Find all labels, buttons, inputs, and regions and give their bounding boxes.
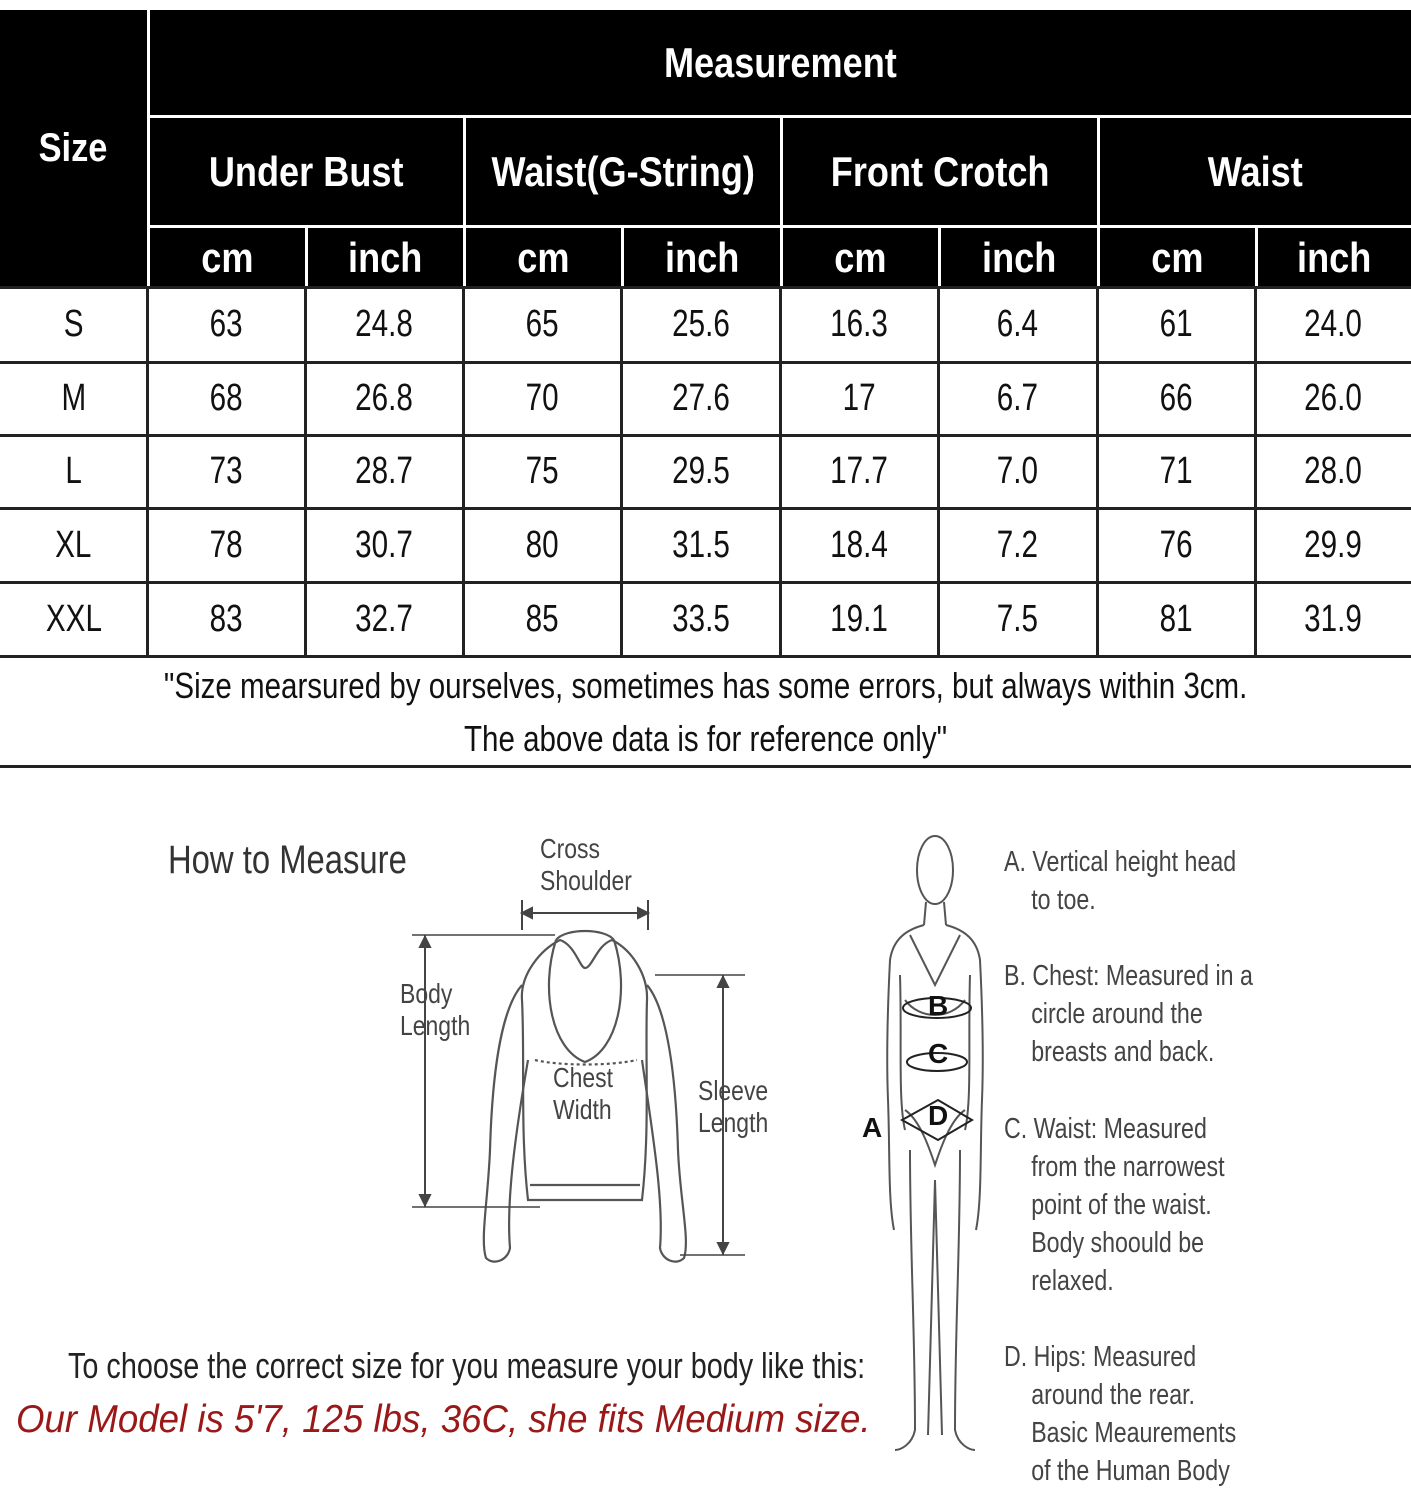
value-cell: 6.4 xyxy=(996,303,1039,345)
value-cell: 32.7 xyxy=(355,597,413,640)
body-length-label: Body Length xyxy=(400,978,471,1041)
size-chart-table xyxy=(0,10,1411,770)
row-divider xyxy=(0,581,1411,584)
chest-width-label: Chest Width xyxy=(553,1062,613,1125)
unit-header: cm xyxy=(1100,228,1255,287)
value-cell: 7.0 xyxy=(996,450,1039,492)
size-header: Size xyxy=(0,10,147,287)
value-cell: 27.6 xyxy=(671,377,730,419)
value-cell: 30.7 xyxy=(355,523,413,566)
value-cell: 68 xyxy=(209,377,243,419)
description-b: B. Chest: Measured in a circle around the breasts and back. xyxy=(1004,960,1253,1068)
sleeve-length-label: Sleeve Length xyxy=(698,1075,769,1138)
value-cell: 31.9 xyxy=(1304,597,1362,640)
description-d: D. Hips: Measured around the rear. Basic Meaurements of the Human Body xyxy=(1004,1341,1237,1487)
value-cell: 63 xyxy=(209,303,243,345)
how-to-measure-title: How to Measure xyxy=(168,838,407,882)
value-cell: 7.2 xyxy=(996,523,1039,566)
row-divider xyxy=(0,361,1411,364)
description-c: C. Waist: Measured from the narrowest point of the waist. Body shoould be relaxed. xyxy=(1004,1113,1225,1297)
group-header-3: Waist xyxy=(1100,118,1411,225)
value-cell: 65 xyxy=(525,303,559,345)
unit-header: cm xyxy=(150,228,305,287)
value-cell: 19.1 xyxy=(830,597,888,640)
row-divider xyxy=(0,434,1411,437)
value-cell: 28.0 xyxy=(1304,450,1362,492)
value-cell: 80 xyxy=(525,523,559,566)
column-divider xyxy=(462,287,465,656)
group-header-1: Waist(G-String) xyxy=(466,118,780,225)
unit-header: inch xyxy=(1258,228,1411,287)
value-cell: 75 xyxy=(525,450,559,492)
value-cell: 28.7 xyxy=(355,450,413,492)
figure-letter-a: A xyxy=(862,1112,883,1143)
figure-letter-b: B xyxy=(928,990,949,1021)
value-cell: 6.7 xyxy=(996,377,1039,419)
value-cell: 18.4 xyxy=(830,523,888,566)
unit-header: cm xyxy=(783,228,938,287)
unit-header: inch xyxy=(308,228,463,287)
description-a: A. Vertical height head to toe. xyxy=(1004,846,1237,916)
value-cell: 33.5 xyxy=(671,597,730,640)
row-divider xyxy=(0,286,1411,289)
row-divider xyxy=(0,655,1411,658)
value-cell: 85 xyxy=(525,597,559,640)
value-cell: 29.9 xyxy=(1304,523,1362,566)
value-cell: 76 xyxy=(1159,523,1193,566)
column-divider xyxy=(146,287,149,656)
table-note-line-2: The above data is for reference only" xyxy=(463,718,948,759)
size-cell: S xyxy=(63,303,84,345)
cross-shoulder-label: Cross Shoulder xyxy=(540,833,632,896)
value-cell: 61 xyxy=(1159,303,1193,345)
value-cell: 31.5 xyxy=(671,523,730,566)
value-cell: 78 xyxy=(209,523,243,566)
value-cell: 70 xyxy=(525,377,559,419)
value-cell: 17.7 xyxy=(830,450,888,492)
size-cell: L xyxy=(65,450,82,492)
value-cell: 73 xyxy=(209,450,243,492)
figure-letter-d: D xyxy=(928,1100,949,1131)
value-cell: 66 xyxy=(1159,377,1193,419)
value-cell: 81 xyxy=(1159,597,1193,640)
table-bottom-border xyxy=(0,765,1411,768)
column-divider xyxy=(937,287,940,656)
row-divider xyxy=(0,507,1411,510)
choose-size-instruction: To choose the correct size for you measure your body like this: xyxy=(68,1345,866,1386)
size-cell: XXL xyxy=(45,597,102,640)
column-divider xyxy=(1254,287,1257,656)
column-divider xyxy=(1096,287,1099,656)
value-cell: 29.5 xyxy=(671,450,730,492)
measurement-header: Measurement xyxy=(150,10,1411,115)
column-divider xyxy=(304,287,307,656)
size-cell: M xyxy=(61,377,86,419)
value-cell: 16.3 xyxy=(830,303,888,345)
value-cell: 24.0 xyxy=(1304,303,1362,345)
value-cell: 26.8 xyxy=(355,377,413,419)
group-header-0: Under Bust xyxy=(150,118,463,225)
column-divider xyxy=(779,287,782,656)
figure-letter-c: C xyxy=(928,1038,949,1069)
unit-header: inch xyxy=(624,228,780,287)
unit-header: cm xyxy=(466,228,621,287)
value-cell: 17 xyxy=(842,377,876,419)
value-cell: 24.8 xyxy=(355,303,413,345)
table-note-line-1: "Size mearsured by ourselves, sometimes has some errors, but always within 3cm. xyxy=(163,665,1248,706)
model-size-note: Our Model is 5'7, 125 lbs, 36C, she fits Medium size. xyxy=(16,1398,871,1441)
group-header-2: Front Crotch xyxy=(783,118,1097,225)
value-cell: 83 xyxy=(209,597,243,640)
value-cell: 7.5 xyxy=(996,597,1039,640)
size-cell: XL xyxy=(55,523,92,566)
value-cell: 25.6 xyxy=(671,303,730,345)
unit-header: inch xyxy=(941,228,1097,287)
value-cell: 71 xyxy=(1159,450,1193,492)
column-divider xyxy=(620,287,623,656)
value-cell: 26.0 xyxy=(1304,377,1362,419)
